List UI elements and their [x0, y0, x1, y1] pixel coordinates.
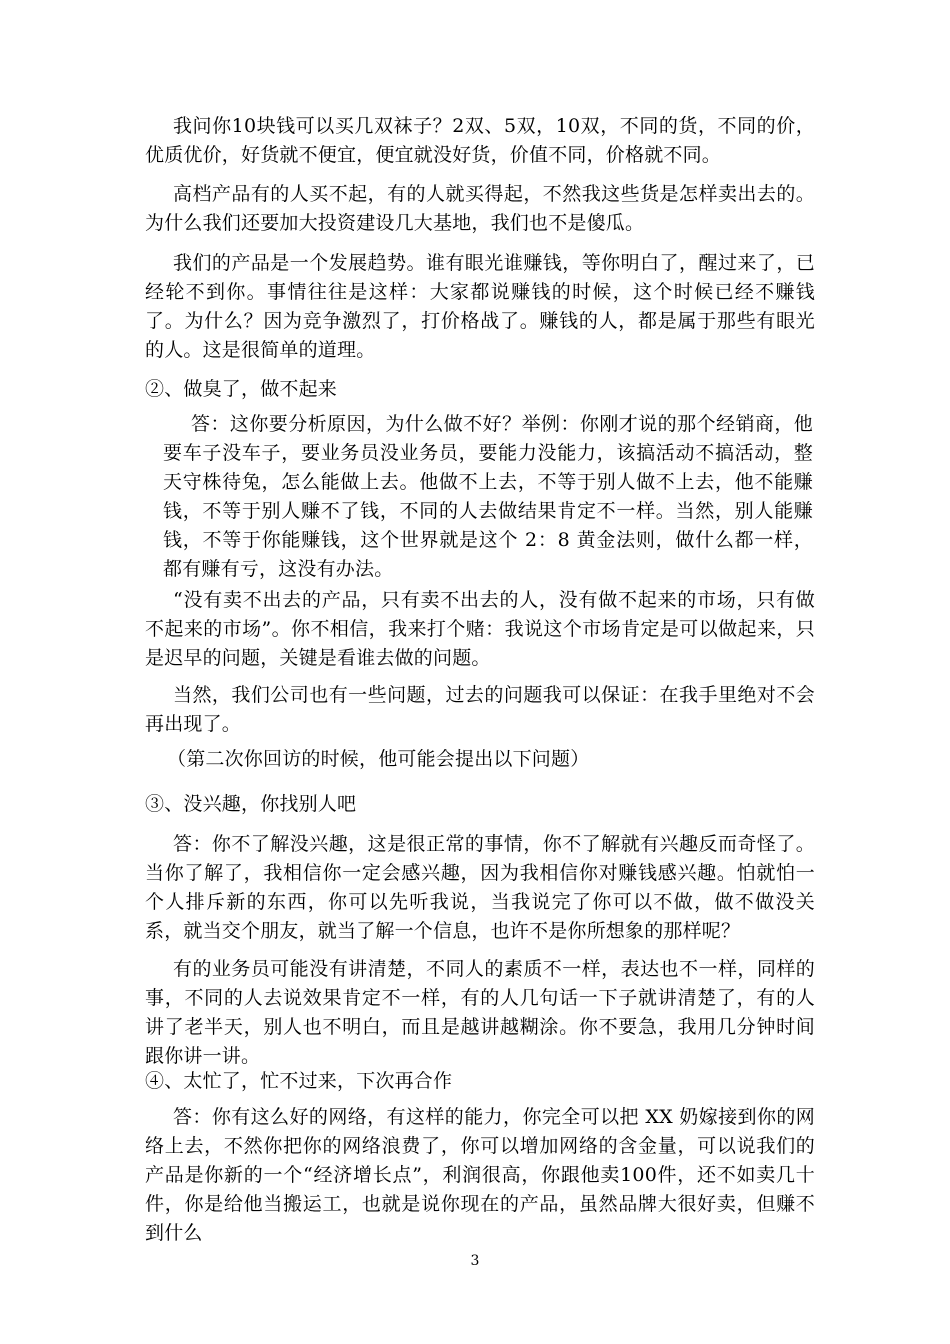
paragraph-high-end-products: 高档产品有的人买不起，有的人就买得起，不然我这些货是怎样卖出去的。为什么我们还要加大投资建设几大基地，我们也不是傻瓜。	[145, 183, 815, 234]
paragraph-answer-2: 答：这你要分析原因，为什么做不好？举例：你刚才说的那个经销商，他要车子没车子，要业务员没业务员，要能力没能力，该搞活动不搞活动，整天守株待兔，怎么能做上去。他做不上去，不等于别人做不上去，他不能赚钱，不等于别人赚不了钱，不同的人去做结果肯定不一样。当然，别人能赚钱，不等于你能赚钱，这个世界就是这个 2：8 黄金法则，做什么都一样，都有赚有亏，这没有办法。	[163, 413, 813, 580]
heading-objection-3: ③、没兴趣，你找别人吧	[145, 793, 357, 815]
paragraph-answer-3: 答：你不了解没兴趣，这是很正常的事情，你不了解就有兴趣反而奇怪了。当你了解了，我相信你一定会感兴趣，因为我相信你对赚钱感兴趣。怕就怕一个人排斥新的东西，你可以先听我说，当我说完了你可以不做，做不做没关系，就当交个朋友，就当了解一个信息，也许不是你所想象的那样呢？	[145, 833, 815, 942]
heading-objection-4: ④、太忙了，忙不过来，下次再合作	[145, 1070, 453, 1092]
paragraph-development-trend: 我们的产品是一个发展趋势。谁有眼光谁赚钱，等你明白了，醒过来了，已经轮不到你。事情往往是这样：大家都说赚钱的时候，这个时候已经不赚钱了。为什么？因为竞争激烈了，打价格战了。赚钱的人，都是属于那些有眼光的人。这是很简单的道理。	[145, 252, 815, 361]
paragraph-answer-4: 答：你有这么好的网络，有这样的能力，你完全可以把 XX 奶嫁接到你的网络上去，不然你把你的网络浪费了，你可以增加网络的含金量，可以说我们的产品是你新的一个“经济增长点”，利润很高，你跟他卖100件，还不如卖几十件，你是给他当搬运工，也就是说你现在的产品，虽然品牌大很好卖，但赚不到什么	[145, 1106, 815, 1244]
paragraph-company-problems: 当然，我们公司也有一些问题，过去的问题我可以保证：在我手里绝对不会再出现了。	[145, 684, 815, 735]
paragraph-socks-price: 我问你10块钱可以买几双袜子？2双、5双，10双，不同的货，不同的价，优质优价，好货就不便宜，便宜就没好货，价值不同，价格就不同。	[145, 115, 815, 166]
heading-objection-2: ②、做臭了，做不起来	[145, 378, 338, 400]
paragraph-second-visit-note: （第二次你回访的时候，他可能会提出以下问题）	[167, 748, 590, 770]
paragraph-salesman-explanation: 有的业务员可能没有讲清楚，不同人的素质不一样，表达也不一样，同样的事，不同的人去说效果肯定不一样，有的人几句话一下子就讲清楚了，有的人讲了老半天，别人也不明白，而且是越讲越糊涂。你不要急，我用几分钟时间跟你讲一讲。	[145, 958, 815, 1067]
paragraph-no-unsellable-products: “没有卖不出去的产品，只有卖不出去的人，没有做不起来的市场，只有做不起来的市场”。你不相信，我来打个赌：我说这个市场肯定是可以做起来，只是迟早的问题，关键是看谁去做的问题。	[145, 589, 815, 669]
page-number: 3	[470, 1253, 480, 1269]
